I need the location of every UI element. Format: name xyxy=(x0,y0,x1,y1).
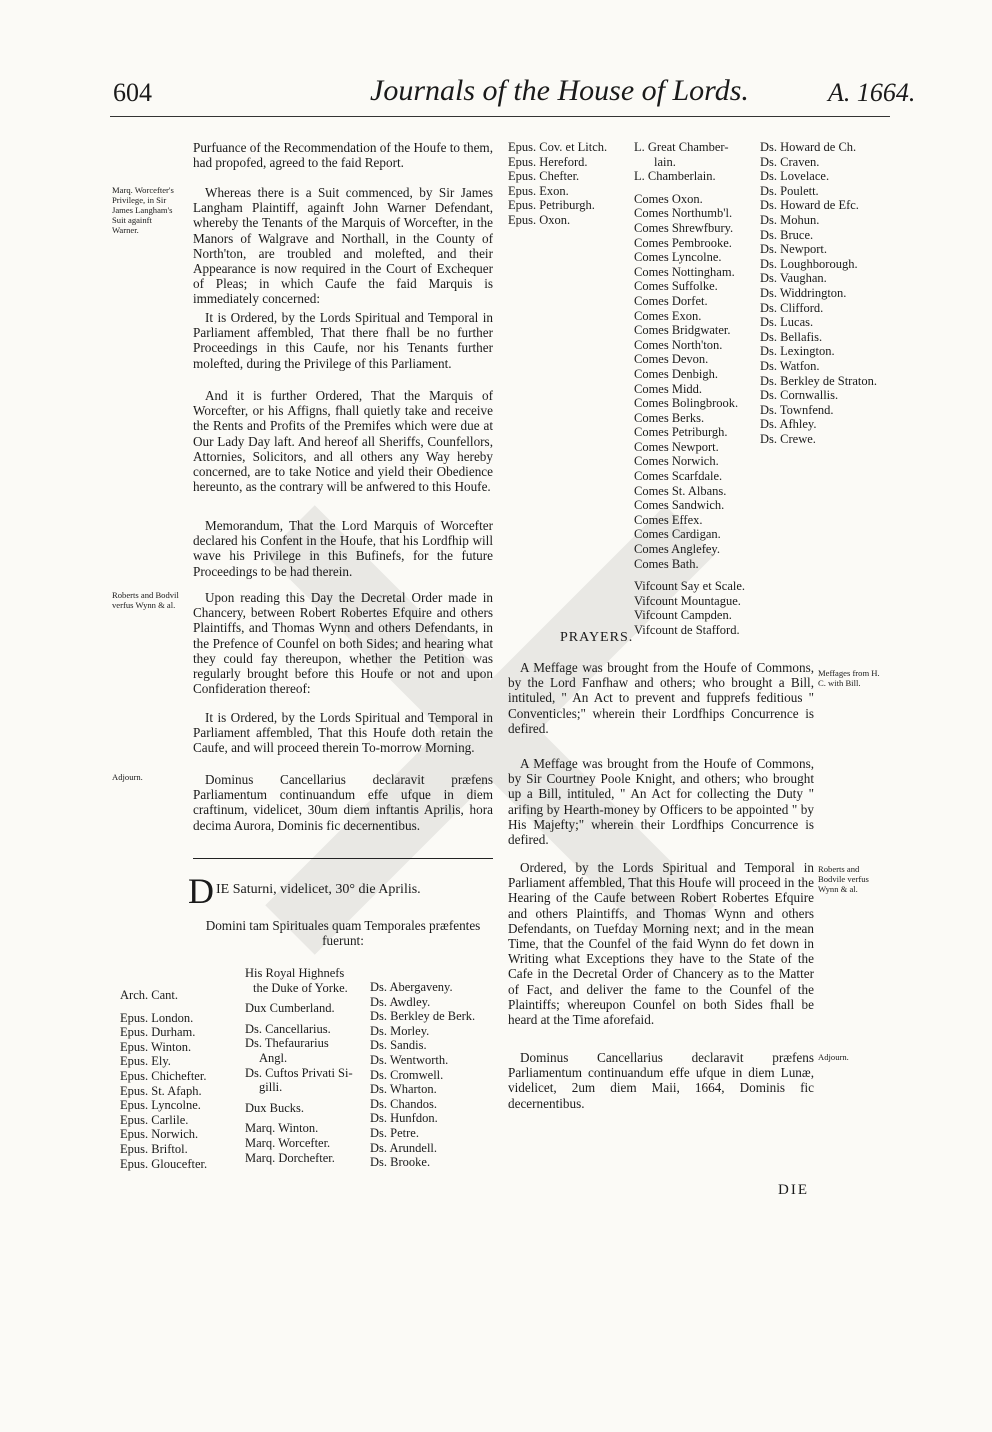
list-item: Ds. Cuftos Privati Si- xyxy=(245,1065,353,1080)
paragraph-message-2: A Meffage was brought from the Houfe of Commons, by Sir Courtney Poole Knight, and others; who brought up a Bill, intituled, " An Act for collecting the Duty " arifing by Hearth-money by Officers to be appointed " by His Majefty;" wherein their Lordfhips Concurrence is defired. xyxy=(508,756,814,848)
list-item: Comes Bolingbrook. xyxy=(634,396,739,411)
drop-cap: D xyxy=(188,871,214,911)
prayers-heading: PRAYERS. xyxy=(560,630,634,645)
paragraph-message-1: A Meffage was brought from the Houfe of Commons, by the Lord Fanfhaw and others; who brought a Bill, intituled, " An Act to prevent and fupprefs feditious " Conventicles;" wherein their Lordfhips Concurrence is defired. xyxy=(508,660,814,736)
list-item: Ds. Thefaurarius xyxy=(245,1036,329,1051)
list-item: Epus. Winton. xyxy=(120,1039,192,1054)
list-item: Dux Bucks. xyxy=(245,1100,305,1115)
list-item: Comes Berks. xyxy=(634,410,705,425)
list-item: Comes Pembrooke. xyxy=(634,235,732,250)
list-item: Ds. Howard de Efc. xyxy=(760,198,859,213)
paragraph-adjourn-2: Dominus Cancellarius declaravit præfens Parliamentum continuandum effe ufque in diem Lunæ, videlicet, 2um diem Maii, 1664, Dominis fic decernentibus. xyxy=(508,1050,814,1111)
list-item: Ds. Chandos. xyxy=(370,1096,438,1111)
list-item: Comes Dorfet. xyxy=(634,293,708,308)
list-item: Comes Nottingham. xyxy=(634,264,735,279)
list-item: L. Chamberlain. xyxy=(634,169,716,184)
margin-note-adjourn-2: Adjourn. xyxy=(818,1052,849,1062)
margin-note-messages: Meffages from H. C. with Bill. xyxy=(818,668,880,688)
list-item: Arch. Cant. xyxy=(120,988,178,1002)
list-item: Epus. Chichefter. xyxy=(120,1068,207,1083)
list-item: Comes Effex. xyxy=(634,512,703,527)
list-item: Comes Lyncolne. xyxy=(634,250,722,265)
list-item: Ds. Berkley de Straton. xyxy=(760,373,877,388)
list-item: Comes St. Albans. xyxy=(634,483,727,498)
list-item: Ds. Morley. xyxy=(370,1023,430,1038)
list-item: Comes Anglefey. xyxy=(634,542,720,557)
die-heading: IE Saturni, videlicet, 30° die Aprilis. xyxy=(216,882,421,897)
list-item: Epus. Exon. xyxy=(508,183,569,198)
list-item: Vifcount Say et Scale. xyxy=(634,579,746,594)
list-item: Epus. Carlile. xyxy=(120,1112,189,1127)
list-item: Ds. Townfend. xyxy=(760,402,834,417)
list-item: Comes Petriburgh. xyxy=(634,425,728,440)
list-item: Ds. Brooke. xyxy=(370,1155,431,1170)
list-item: Ds. Lexington. xyxy=(760,344,835,359)
list-item: L. Great Chamber- xyxy=(634,140,729,154)
list-item: Epus. Petriburgh. xyxy=(508,198,595,213)
paragraph-ordered-4: Ordered, by the Lords Spiritual and Temporal in Parliament affembled, That this Houfe will proceed in the Hearing of the Caufe between Robert Robertes Efquire and others Plaintiffs, and Thomas Wynn and others Defendants, on Tuefday Morning next; and in the mean Time, that the Counfel of the faid Wynn do fet down in Writing what Exceptions they have to the State of the Cafe in the Decretal Order of Chancery as to the Matter of Fact, and deliver the fame to the Counfel of the Plaintiffs; whereupon Counfel on both Sides fhall be heard at the Time aforefaid. xyxy=(508,860,814,1028)
list-item: Comes Shrewfbury. xyxy=(634,220,734,235)
list-item: Ds. Wentworth. xyxy=(370,1052,449,1067)
list-item: Ds. Arundell. xyxy=(370,1140,438,1155)
list-item: Epus. St. Afaph. xyxy=(120,1083,202,1098)
list-item: Ds. Mohun. xyxy=(760,212,820,227)
list-item: Marq. Worcefter. xyxy=(245,1135,331,1150)
list-item: Ds. Clifford. xyxy=(760,300,824,315)
left-column xyxy=(193,140,493,170)
list-item: Ds. Petre. xyxy=(370,1125,419,1140)
list-item: Comes Bath. xyxy=(634,556,699,571)
list-item: Ds. Cancellarius. xyxy=(245,1021,331,1036)
list-item: Comes Devon. xyxy=(634,352,709,367)
list-item: Epus. Norwich. xyxy=(120,1127,199,1142)
list-item: Ds. Vaughan. xyxy=(760,271,827,286)
list-item: Ds. Poulett. xyxy=(760,183,819,198)
list-item: Comes Northumb'l. xyxy=(634,206,733,221)
list-item: Ds. Cromwell. xyxy=(370,1067,444,1082)
list-item: Angl. xyxy=(259,1050,288,1065)
list-item: Epus. Lyncolne. xyxy=(120,1098,201,1113)
list-item: Epus. Cov. et Litch. xyxy=(508,140,608,154)
list-item: Marq. Winton. xyxy=(245,1121,319,1136)
list-item: Comes Suffolke. xyxy=(634,279,718,294)
list-item: Vifcount Mountague. xyxy=(634,593,741,608)
list-item: Ds. Bruce. xyxy=(760,227,814,242)
list-item: Ds. Sandis. xyxy=(370,1038,427,1053)
margin-note-adjourn: Adjourn. xyxy=(112,772,143,782)
section-rule xyxy=(193,858,493,859)
list-item: Comes Scarfdale. xyxy=(634,469,723,484)
list-item: Ds. Lovelace. xyxy=(760,169,830,184)
list-item: Ds. Craven. xyxy=(760,154,820,169)
list-item: Comes Bridgwater. xyxy=(634,323,731,338)
attendance-col-1 xyxy=(120,988,245,1171)
list-item: Epus. Hereford. xyxy=(508,154,588,169)
list-item: Ds. Watfon. xyxy=(760,358,820,373)
list-item: the Duke of Yorke. xyxy=(253,980,348,995)
list-item: Ds. Newport. xyxy=(760,242,828,257)
list-item: Ds. Hunfdon. xyxy=(370,1111,438,1126)
list-item: Ds. Berkley de Berk. xyxy=(370,1009,476,1024)
list-item: Ds. Cornwallis. xyxy=(760,388,839,403)
list-item: Ds. Crewe. xyxy=(760,431,816,446)
list-item: Comes Cardigan. xyxy=(634,527,721,542)
paragraph-ordered-2: And it is further Ordered, That the Marquis of Worcefter, or his Affigns, fhall quietly take and receive the Rents and Profits of the Premifes which were due at Our Lady Day laft. And hereof all Sheriffs, Counfellors, Attornies, Solicitors, and all others any Way hereby concerned, are to take Notice and yield their Obedience hereunto, as the contrary will be anfwered to this Houfe. xyxy=(193,388,493,495)
margin-note-roberts-2: Roberts and Bodvile verfus Wynn & al. xyxy=(818,864,869,894)
list-item: Marq. Dorchefter. xyxy=(245,1150,335,1165)
catchword: DIE xyxy=(778,1182,809,1198)
journal-title: Journals of the House of Lords. xyxy=(370,74,749,107)
list-item: Comes Sandwich. xyxy=(634,498,725,513)
list-item: gilli. xyxy=(259,1080,283,1095)
margin-note-roberts: Roberts and Bodvil verfus Wynn & al. xyxy=(112,590,179,610)
list-item: Epus. Durham. xyxy=(120,1025,196,1040)
list-item: Comes Exon. xyxy=(634,308,702,323)
list-item: His Royal Highnefs xyxy=(245,966,345,980)
list-item: Epus. Briftol. xyxy=(120,1141,188,1156)
attendance-col-3 xyxy=(370,980,500,1170)
list-item: Ds. Widdrington. xyxy=(760,285,847,300)
list-item: Ds. Bellafis. xyxy=(760,329,823,344)
journal-year: A. 1664. xyxy=(828,78,916,107)
paragraph-adjourn: Dominus Cancellarius declaravit præfens Parliamentum continuandum effe ufque in diem craftinum, videlicet, 30um diem inftantis Aprilis, hora decima Aurora, Dominis fic decernentibus. xyxy=(193,772,493,833)
list-item: Vifcount Campden. xyxy=(634,608,732,623)
list-item: Ds. Lucas. xyxy=(760,315,814,330)
intro-paragraph: Purfuance of the Recommendation of the Houfe to them, had propofed, agreed to the faid Report. xyxy=(193,140,493,171)
paragraph-whereas: Whereas there is a Suit commenced, by Sir James Langham Plaintiff, againft John Warner Defendant, whereby the Tenants of the Marquis of Worcefter, in the Manors of Walgrave and Northall, in the County of North'ton, are troubled and molefted, and their Appearance is now required in the Court of Exchequer of Pleas; in which Caufe the faid Marquis is immediately concerned: xyxy=(193,185,493,307)
attendance-col-5 xyxy=(634,140,764,638)
list-item: Epus. Ely. xyxy=(120,1054,171,1069)
list-item: Epus. Gloucefter. xyxy=(120,1156,208,1171)
list-item: Epus. Oxon. xyxy=(508,212,571,227)
paragraph-upon-reading: Upon reading this Day the Decretal Order made in Chancery, between Robert Robertes Efquire and others Plaintiffs, and Thomas Wynn and others Defendants, in the Prefence of Counfel on both Sides; and hearing what they could fay thereupon, whether the Petition was regularly brought before this Houfe or not and upon Confideration thereof: xyxy=(193,590,493,697)
list-item: Dux Cumberland. xyxy=(245,1001,335,1016)
list-item: Ds. Abergaveny. xyxy=(370,980,453,994)
page-number: 604 xyxy=(113,78,152,107)
list-item: Ds. Afhley. xyxy=(760,417,817,432)
list-item: Epus. Chefter. xyxy=(508,169,580,184)
list-item: Ds. Awdley. xyxy=(370,994,431,1009)
attendance-col-6 xyxy=(760,140,890,446)
margin-note-marq: Marq. Worcefter's Privilege, in Sir James Langham's Suit againft Warner. xyxy=(112,185,174,235)
list-item: Vifcount de Stafford. xyxy=(634,623,740,637)
list-item: Ds. Wharton. xyxy=(370,1082,437,1097)
list-item: Ds. Loughborough. xyxy=(760,256,858,271)
paragraph-ordered-3: It is Ordered, by the Lords Spiritual and Temporal in Parliament affembled, That this Houfe doth retain the Caufe, and will proceed therein To-morrow Morning. xyxy=(193,710,493,756)
domini-heading: Domini tam Spirituales quam Temporales præfentes fuerunt: xyxy=(205,918,481,949)
attendance-col-4 xyxy=(508,140,633,228)
list-item: Epus. London. xyxy=(120,1010,194,1025)
list-item: Ds. Howard de Ch. xyxy=(760,140,857,154)
list-item: Comes Newport. xyxy=(634,439,719,454)
attendance-col-2 xyxy=(245,966,370,1165)
paragraph-ordered-1: It is Ordered, by the Lords Spiritual and Temporal in Parliament affembled, That there fhall be no further Proceedings in this Caufe, nor his Tenants further molefted, during the Privilege of this Parliament. xyxy=(193,310,493,371)
list-item: Comes Midd. xyxy=(634,381,703,396)
list-item: lain. xyxy=(654,154,676,169)
list-item: Comes Norwich. xyxy=(634,454,719,469)
paragraph-memorandum: Memorandum, That the Lord Marquis of Worcefter declared his Confent in the Houfe, that his Lordfhip will wave his Privilege in this Bufinefs, for the future Proceedings to be had therein. xyxy=(193,518,493,579)
header-rule xyxy=(110,116,890,117)
list-item: Comes North'ton. xyxy=(634,337,723,352)
list-item: Comes Denbigh. xyxy=(634,366,719,381)
list-item: Comes Oxon. xyxy=(634,191,703,206)
